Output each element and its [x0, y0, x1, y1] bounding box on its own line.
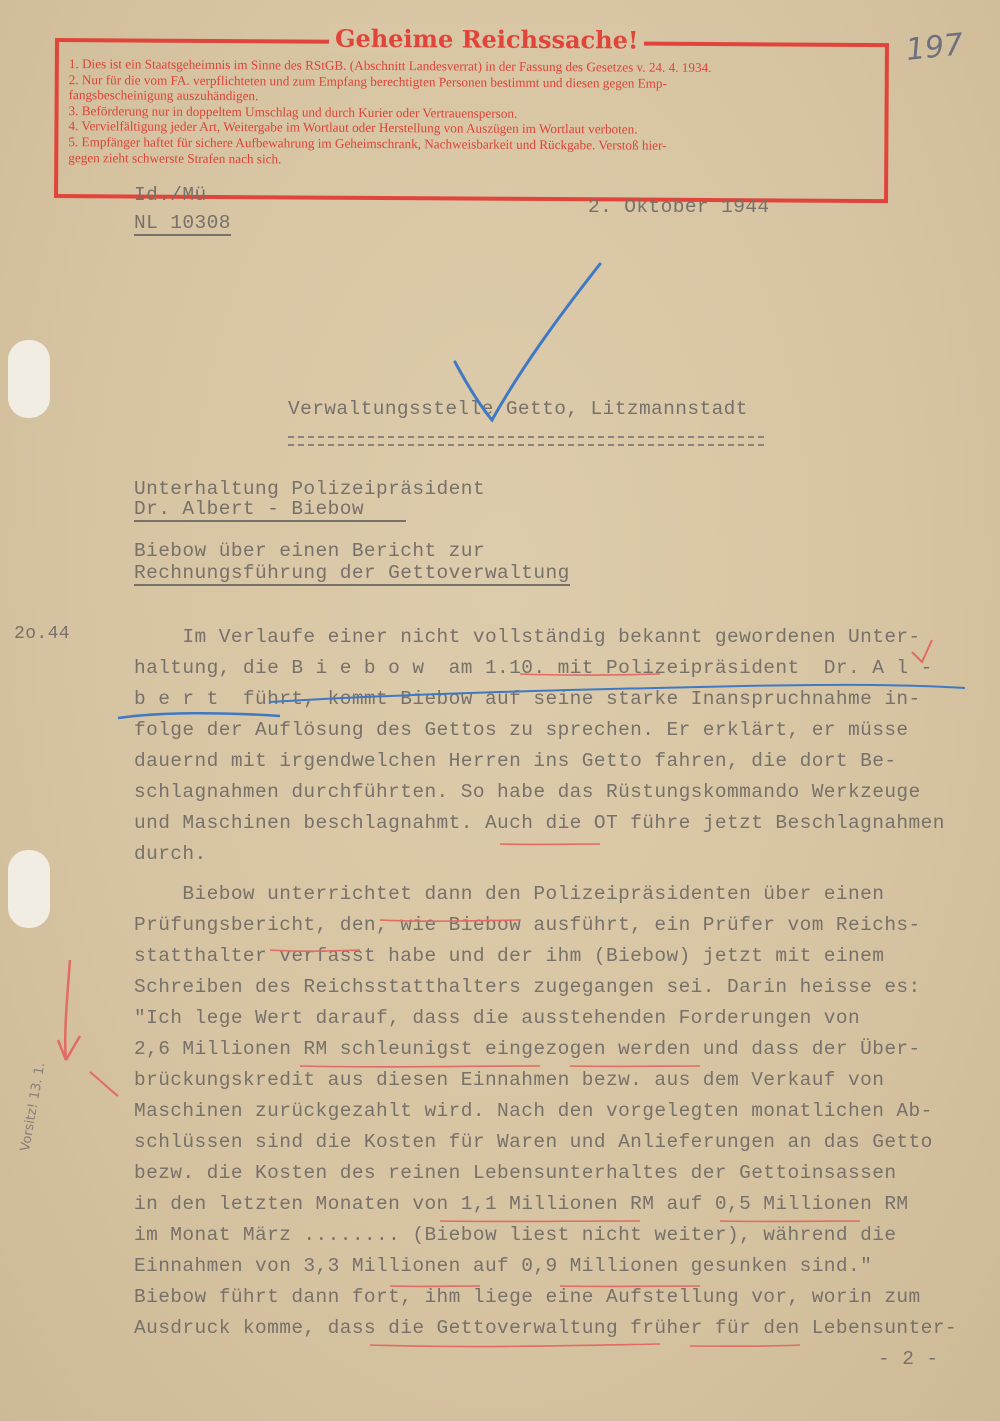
body-line: Schreiben des Reichsstatthalters zugegangen sei. Darin heisse es:: [134, 976, 921, 998]
body-line: "Ich lege Wert darauf, dass die ausstehenden Forderungen von: [134, 1007, 861, 1029]
reference-code: Id./Mü: [134, 184, 207, 206]
body-line: bezw. die Kosten des reinen Lebensunterhaltes der Gettoinsassen: [134, 1162, 897, 1184]
file-number: NL 10308: [134, 212, 231, 234]
body-line: in den letzten Monaten von 1,1 Millionen RM auf 0,5 Millionen RM: [134, 1193, 909, 1215]
red-tick-mark: [912, 640, 932, 662]
stamp-line: 1. Dies ist ein Staatsgeheimnis im Sinne des RStGB. (Abschnitt Landesverrat) in der Fassung des Gesetzes v. 24. 4. 1934.: [68, 56, 712, 76]
body-line: 2,6 Millionen RM schleunigst eingezogen werden und dass der Über-: [134, 1038, 921, 1060]
red-bracket: [90, 1072, 118, 1096]
stamp-line: 3. Beförderung nur in doppeltem Umschlag und durch Kurier oder Vertrauensperson.: [68, 102, 518, 121]
body-line: durch.: [134, 843, 207, 865]
stamp-line: 5. Empfänger haftet für sichere Aufbewahrung im Geheimschrank, Nachweisbarkeit und Rückgabe. Verstoß hier-: [68, 134, 667, 153]
summary-line-1: Biebow über einen Bericht zur: [134, 540, 485, 562]
blue-underline: [118, 713, 280, 718]
body-line: statthalter verfasst habe und der ihm (Biebow) jetzt mit einem: [134, 945, 885, 967]
subject-line-1: Unterhaltung Polizeipräsident: [134, 478, 485, 500]
body-line: folge der Auflösung des Gettos zu sprechen. Er erklärt, er müsse: [134, 719, 909, 741]
blue-check-mark: [455, 264, 600, 420]
stamp-line: 4. Vervielfältigung jeder Art, Weitergabe im Wortlaut oder Herstellung von Auszügen im Wortlaut verboten.: [68, 118, 638, 137]
handwritten-page-number: 197: [904, 27, 965, 68]
body-line: b e r t führt, kommt Biebow auf seine starke Inanspruchnahme in-: [134, 688, 921, 710]
red-margin-arrow: [58, 960, 80, 1060]
stamp-line: 2. Nur für die vom FA. verpflichteten und zum Empfang berechtigten Personen bestimmt und diesen gegen Emp-: [68, 71, 667, 91]
body-line: Biebow unterrichtet dann den Polizeipräsidenten über einen: [134, 883, 885, 905]
red-underlines: [270, 674, 860, 1347]
body-line: Im Verlaufe einer nicht vollständig bekannt gewordenen Unter-: [134, 626, 921, 648]
body-line: schlagnahmen durchführten. So habe das Rüstungskommando Werkzeuge: [134, 781, 921, 803]
page-footer: - 2 -: [878, 1348, 939, 1370]
subject-line-2: Dr. Albert - Biebow: [134, 498, 406, 522]
document-date: 2. Oktober 1944: [588, 196, 770, 218]
body-line: Prüfungsbericht, den, wie Biebow ausführt, ein Prüfer vom Reichs-: [134, 914, 921, 936]
margin-pencil-note: Vorsitz! 13. 1.: [18, 1061, 49, 1153]
stamp-line: gegen zieht schwerste Strafen nach sich.: [68, 149, 282, 166]
document-heading: Verwaltungsstelle Getto, Litzmannstadt: [288, 398, 748, 420]
body-line: Maschinen zurückgezahlt wird. Nach den vorgelegten monatlichen Ab-: [134, 1100, 933, 1122]
body-line: dauernd mit irgendwelchen Herren ins Getto fahren, die dort Be-: [134, 750, 897, 772]
margin-date: 2o.44: [14, 624, 71, 644]
body-line: schlüssen sind die Kosten für Waren und Anlieferungen an das Getto: [134, 1131, 933, 1153]
stamp-line: fangsbescheinigung auszuhändigen.: [68, 87, 259, 104]
body-line: brückungskredit aus diesen Einnahmen bezw. aus dem Verkauf von: [134, 1069, 885, 1091]
body-line: und Maschinen beschlagnahmt. Auch die OT führe jetzt Beschlagnahmen: [134, 812, 945, 834]
body-line: Biebow führt dann fort, ihm liege eine Aufstellung vor, worin zum: [134, 1286, 921, 1308]
stamp-title: Geheime Reichssache!: [329, 24, 645, 55]
body-line: im Monat März ........ (Biebow liest nicht weiter), während die: [134, 1224, 897, 1246]
blue-underline: [270, 685, 965, 702]
body-line: Einnahmen von 3,3 Millionen auf 0,9 Millionen gesunken sind.": [134, 1255, 873, 1277]
summary-line-2: Rechnungsführung der Gettoverwaltung: [134, 562, 570, 584]
body-line: haltung, die B i e b o w am 1.10. mit Polizeipräsident Dr. A l -: [134, 657, 933, 679]
body-line: Ausdruck komme, dass die Gettoverwaltung früher für den Lebensunter-: [134, 1317, 957, 1339]
